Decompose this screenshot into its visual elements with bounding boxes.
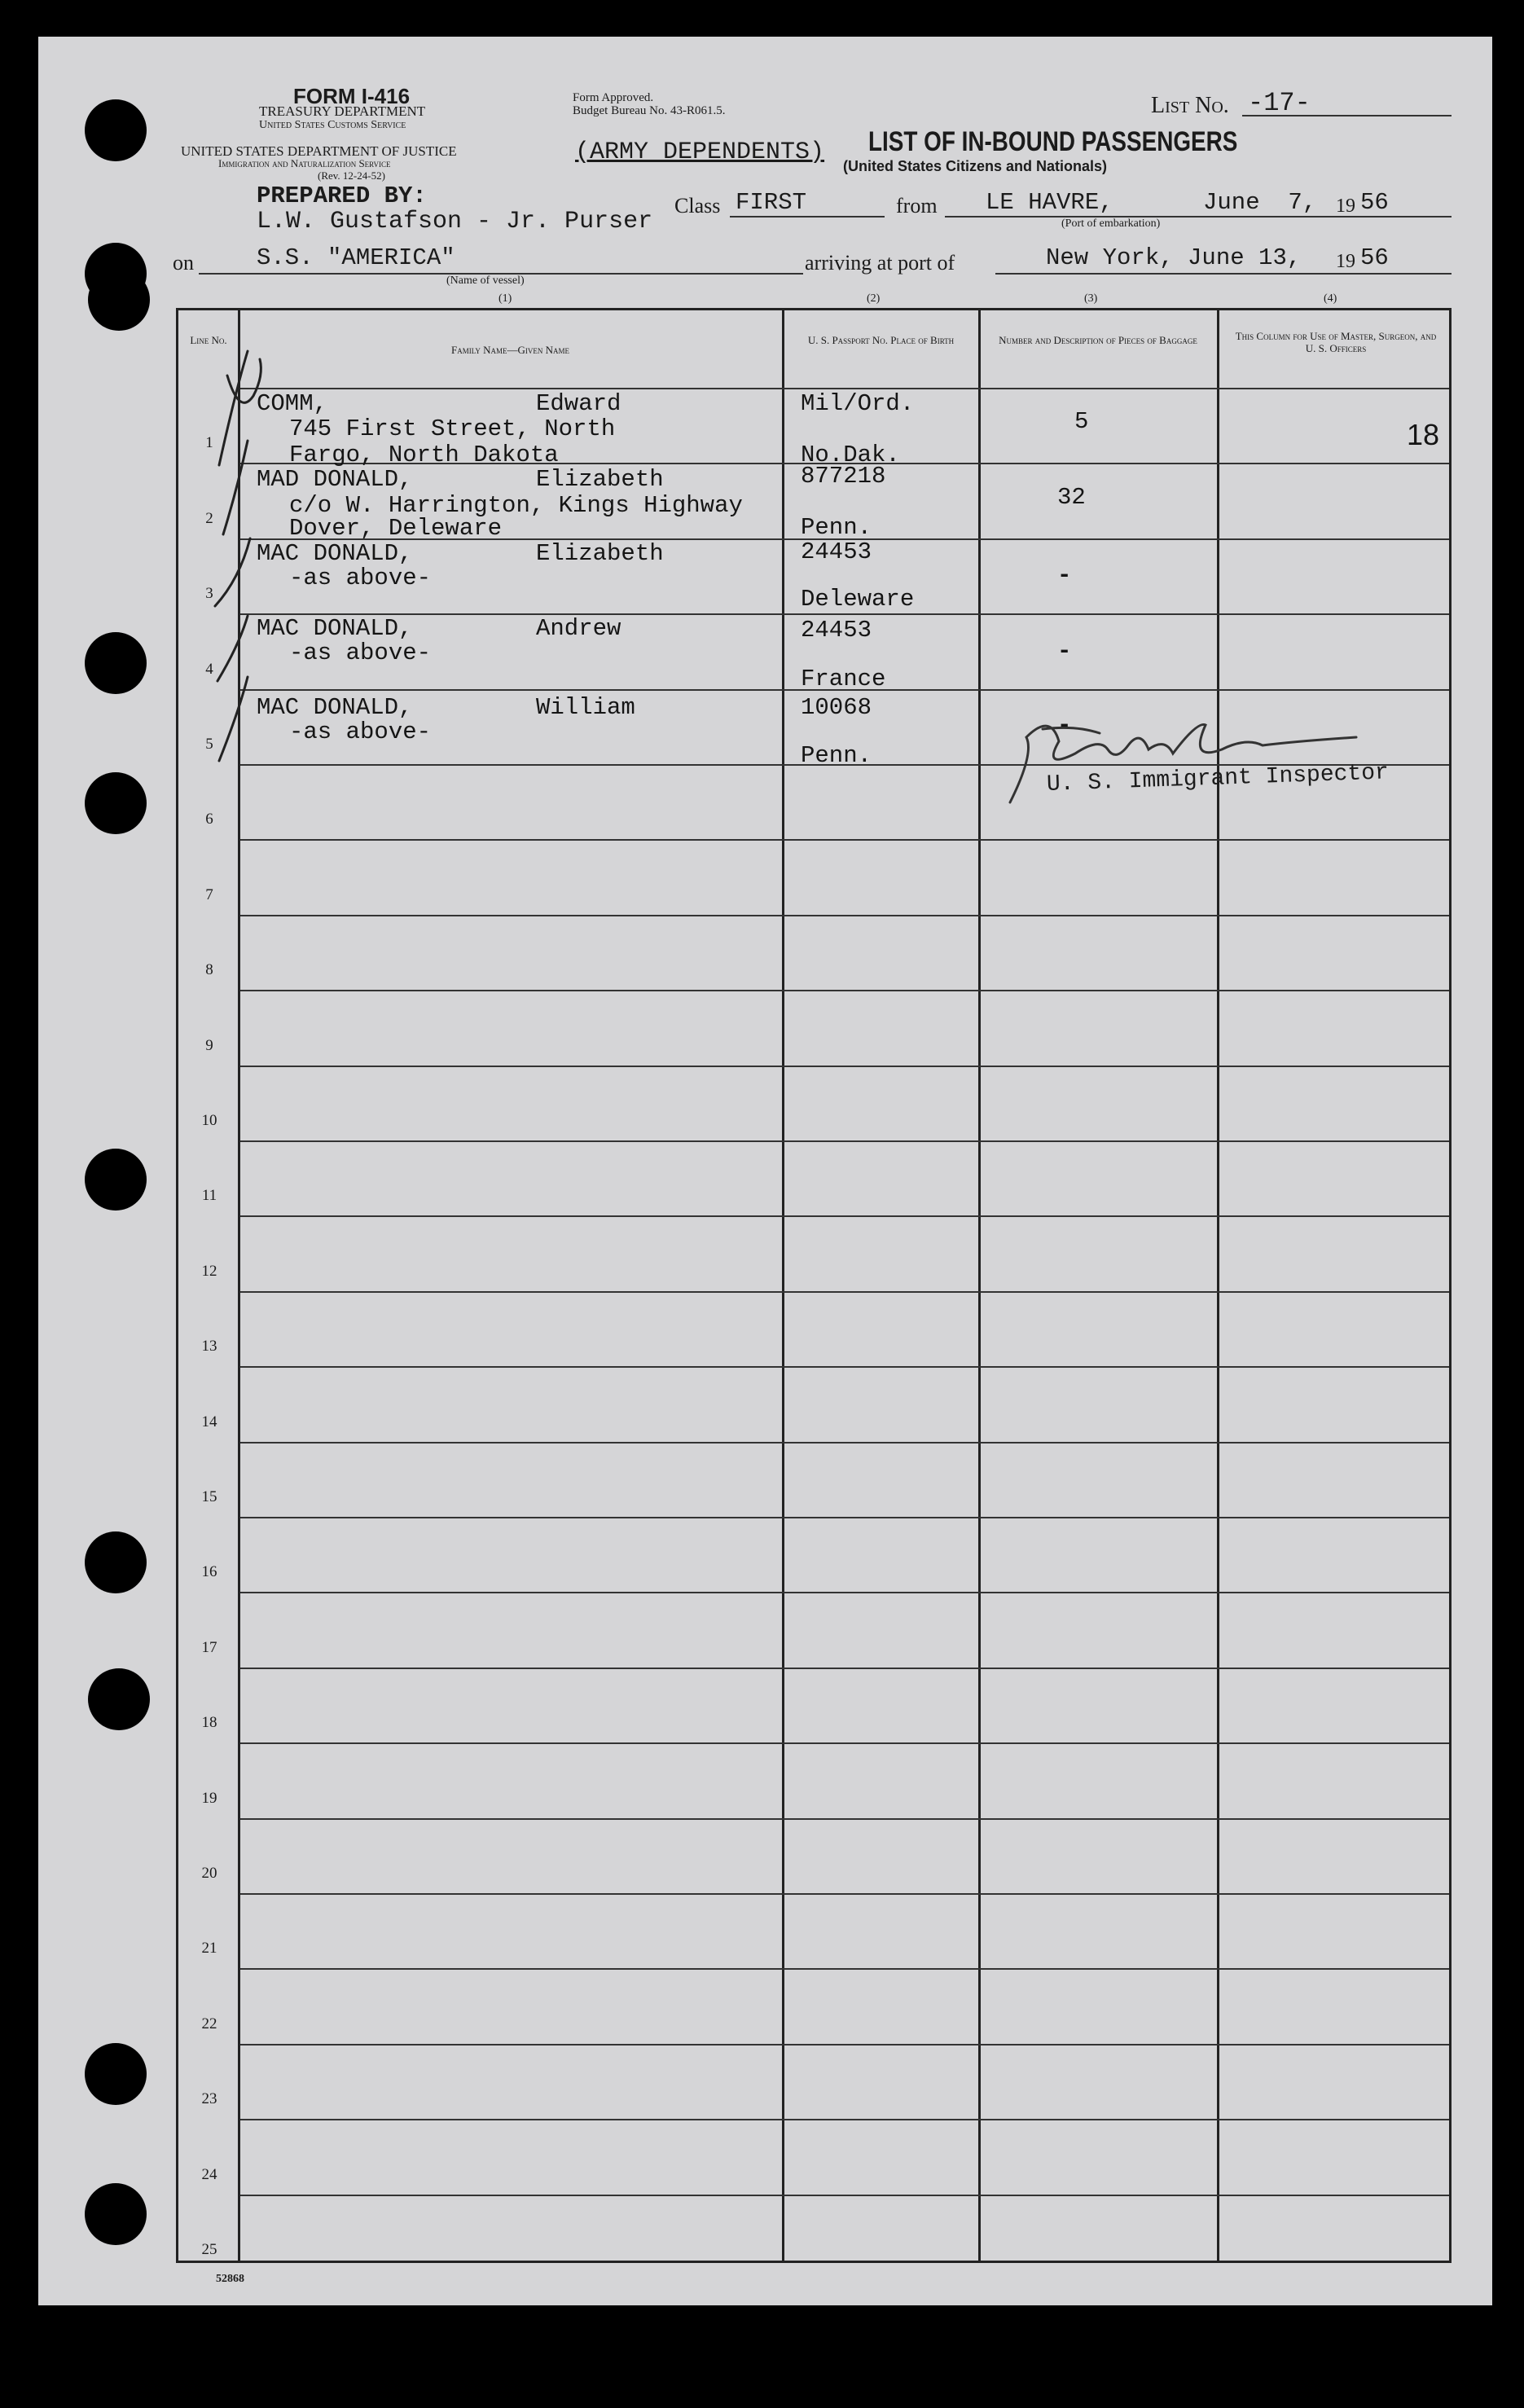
row-rule — [240, 1517, 1449, 1518]
passenger-3-addr1: -as above- — [289, 565, 432, 591]
line-number: 17 — [201, 1638, 217, 1656]
passenger-table — [176, 308, 1452, 2263]
form-number: FORM I-416 — [293, 84, 411, 108]
line-number: 14 — [201, 1413, 217, 1430]
revision: (Rev. 12-24-52) — [318, 169, 385, 182]
passenger-4-given: Andrew — [536, 615, 621, 642]
arriving-label: arriving at port of — [805, 251, 955, 275]
binder-hole — [85, 1531, 147, 1593]
passenger-2-addr1: c/o W. Harrington, Kings Highway — [289, 492, 743, 519]
row-rule — [240, 613, 1449, 615]
arrival-line — [995, 273, 1452, 275]
line-number: 22 — [201, 2015, 217, 2032]
treasury-dept: TREASURY DEPARTMENT — [259, 103, 426, 119]
port-caption: (Port of embarkation) — [1061, 218, 1161, 230]
passenger-5-family: MAC DONALD, — [257, 694, 413, 721]
from-line — [945, 216, 1452, 218]
row-rule — [240, 1742, 1449, 1744]
line-number: 3 — [205, 585, 213, 603]
col-num-1: (1) — [498, 292, 512, 305]
line-number: 18 — [201, 1714, 217, 1732]
port-embarkation: LE HAVRE, — [986, 189, 1113, 216]
row-rule — [240, 1968, 1449, 1970]
list-no-line — [1242, 115, 1452, 116]
check-marks — [178, 310, 341, 767]
binder-hole — [85, 99, 147, 161]
prepared-by: L.W. Gustafson - Jr. Purser — [257, 208, 653, 235]
budget-bureau: Budget Bureau No. 43-R061.5. — [573, 104, 726, 117]
embark-year: 56 — [1360, 189, 1389, 216]
col-num-4: (4) — [1324, 292, 1337, 305]
passenger-5-baggage: - — [1057, 712, 1072, 739]
col-header-name: Family Name—Given Name — [451, 344, 569, 356]
binder-hole — [88, 1668, 150, 1730]
row-rule — [240, 1442, 1449, 1443]
col-num-2: (2) — [867, 292, 881, 305]
row-rule — [240, 1366, 1449, 1368]
embark-date: June 7, — [1203, 189, 1317, 216]
binder-hole — [85, 772, 147, 834]
line-number: 13 — [201, 1338, 217, 1356]
class-line — [730, 216, 885, 218]
col-num-3: (3) — [1084, 292, 1098, 305]
passenger-4-addr1: -as above- — [289, 639, 432, 666]
inspector-signature — [986, 705, 1368, 811]
passenger-1-passport: Mil/Ord. — [801, 390, 915, 417]
line-number: 8 — [205, 961, 213, 979]
form-approved: Form Approved. — [573, 91, 654, 104]
on-label: on — [173, 251, 194, 275]
passenger-3-passport: 24453 — [801, 538, 872, 565]
line-number: 21 — [201, 1940, 217, 1958]
line-number: 6 — [205, 811, 213, 828]
passenger-4-baggage: - — [1057, 638, 1072, 665]
col-header-passport: U. S. Passport No. Place of Birth — [807, 334, 955, 346]
passenger-1-addr2: Fargo, North Dakota — [289, 442, 559, 468]
row-rule — [240, 1215, 1449, 1217]
row-rule — [240, 1668, 1449, 1669]
class-label: Class — [674, 194, 721, 218]
header-rule — [240, 388, 1449, 389]
list-subtitle: (United States Citizens and Nationals) — [843, 158, 1108, 174]
passenger-3-given: Elizabeth — [536, 540, 664, 567]
passenger-5-birth: Penn. — [801, 742, 872, 769]
passenger-3-family: MAC DONALD, — [257, 540, 413, 567]
line-number: 9 — [205, 1036, 213, 1054]
line-number: 5 — [205, 736, 213, 753]
arrival-port-date: New York, June 13, — [1046, 244, 1302, 271]
passenger-1-birth: No.Dak. — [801, 442, 900, 468]
row-rule — [240, 915, 1449, 916]
list-no-label: List No. — [1151, 93, 1229, 118]
passenger-1-baggage: 5 — [1074, 408, 1089, 435]
row-rule — [240, 990, 1449, 991]
passenger-2-family: MAD DONALD, — [257, 466, 413, 493]
passenger-2-passport: 877218 — [801, 463, 886, 490]
vessel-caption: (Name of vessel) — [446, 275, 525, 287]
row-rule — [240, 2119, 1449, 2120]
arrival-year-prefix: 19 — [1336, 251, 1355, 272]
row-rule — [240, 2044, 1449, 2045]
passenger-1-family: COMM, — [257, 390, 328, 417]
passenger-2-birth: Penn. — [801, 514, 872, 541]
binder-hole — [85, 2183, 147, 2245]
passenger-4-family: MAC DONALD, — [257, 615, 413, 642]
army-dependents: (ARMY DEPENDENTS) — [575, 138, 825, 166]
binder-hole — [85, 1149, 147, 1211]
arrival-year: 56 — [1360, 244, 1389, 271]
row-rule — [240, 839, 1449, 841]
passenger-4-birth: France — [801, 666, 886, 692]
passenger-4-passport: 24453 — [801, 617, 872, 644]
line-number: 23 — [201, 2090, 217, 2108]
list-no-value: -17- — [1248, 88, 1311, 118]
line-number: 2 — [205, 509, 213, 527]
form-code: 52868 — [216, 2273, 244, 2285]
col-header-baggage: Number and Description of Pieces of Baggage — [999, 334, 1197, 346]
passenger-1-given: Edward — [536, 390, 621, 417]
line-number: 16 — [201, 1563, 217, 1581]
ins-service: Immigration and Naturalization Service — [218, 157, 391, 169]
passenger-3-birth: Deleware — [801, 586, 915, 613]
class-value: FIRST — [736, 189, 807, 216]
line-number: 15 — [201, 1488, 217, 1505]
line-number: 24 — [201, 2165, 217, 2183]
from-label: from — [896, 194, 938, 218]
passenger-1-officer: 18 — [1407, 418, 1440, 451]
binder-hole — [85, 2043, 147, 2105]
prepared-by-label: PREPARED BY: — [257, 182, 427, 209]
row-rule — [240, 1818, 1449, 1820]
inspector-title: U. S. Immigrant Inspector — [1046, 760, 1390, 798]
line-number: 7 — [205, 885, 213, 903]
row-rule — [240, 1893, 1449, 1895]
row-rule — [240, 1140, 1449, 1142]
passenger-5-given: William — [536, 694, 635, 721]
line-number: 19 — [201, 1789, 217, 1807]
line-number: 10 — [201, 1112, 217, 1129]
col-header-officers: This Column for Use of Master, Surgeon, and U. S. Officers — [1235, 330, 1437, 354]
passenger-3-baggage: - — [1057, 562, 1072, 589]
row-rule — [240, 1066, 1449, 1067]
binder-hole — [85, 632, 147, 694]
list-title: LIST OF IN-BOUND PASSENGERS — [868, 126, 1238, 157]
passenger-1-addr1: 745 First Street, North — [289, 415, 616, 442]
row-rule — [240, 1592, 1449, 1593]
line-number: 11 — [201, 1187, 217, 1205]
embark-year-prefix: 19 — [1336, 196, 1355, 217]
passenger-5-passport: 10068 — [801, 694, 872, 721]
row-rule — [240, 1291, 1449, 1293]
passenger-2-given: Elizabeth — [536, 466, 664, 493]
passenger-2-addr2: Dover, Deleware — [289, 515, 503, 542]
justice-dept: UNITED STATES DEPARTMENT OF JUSTICE — [181, 143, 457, 159]
vessel-name: S.S. "AMERICA" — [257, 244, 455, 271]
row-rule — [240, 2195, 1449, 2196]
line-number: 25 — [201, 2241, 217, 2258]
line-number: 20 — [201, 1865, 217, 1882]
line-number: 4 — [205, 660, 213, 678]
col-header-line-no: Line No. — [190, 334, 227, 346]
binder-hole — [88, 269, 150, 331]
customs-service: United States Customs Service — [259, 119, 406, 131]
passenger-2-baggage: 32 — [1057, 484, 1086, 511]
line-number: 1 — [205, 434, 213, 452]
line-number: 12 — [201, 1262, 217, 1280]
passenger-5-addr1: -as above- — [289, 718, 432, 745]
